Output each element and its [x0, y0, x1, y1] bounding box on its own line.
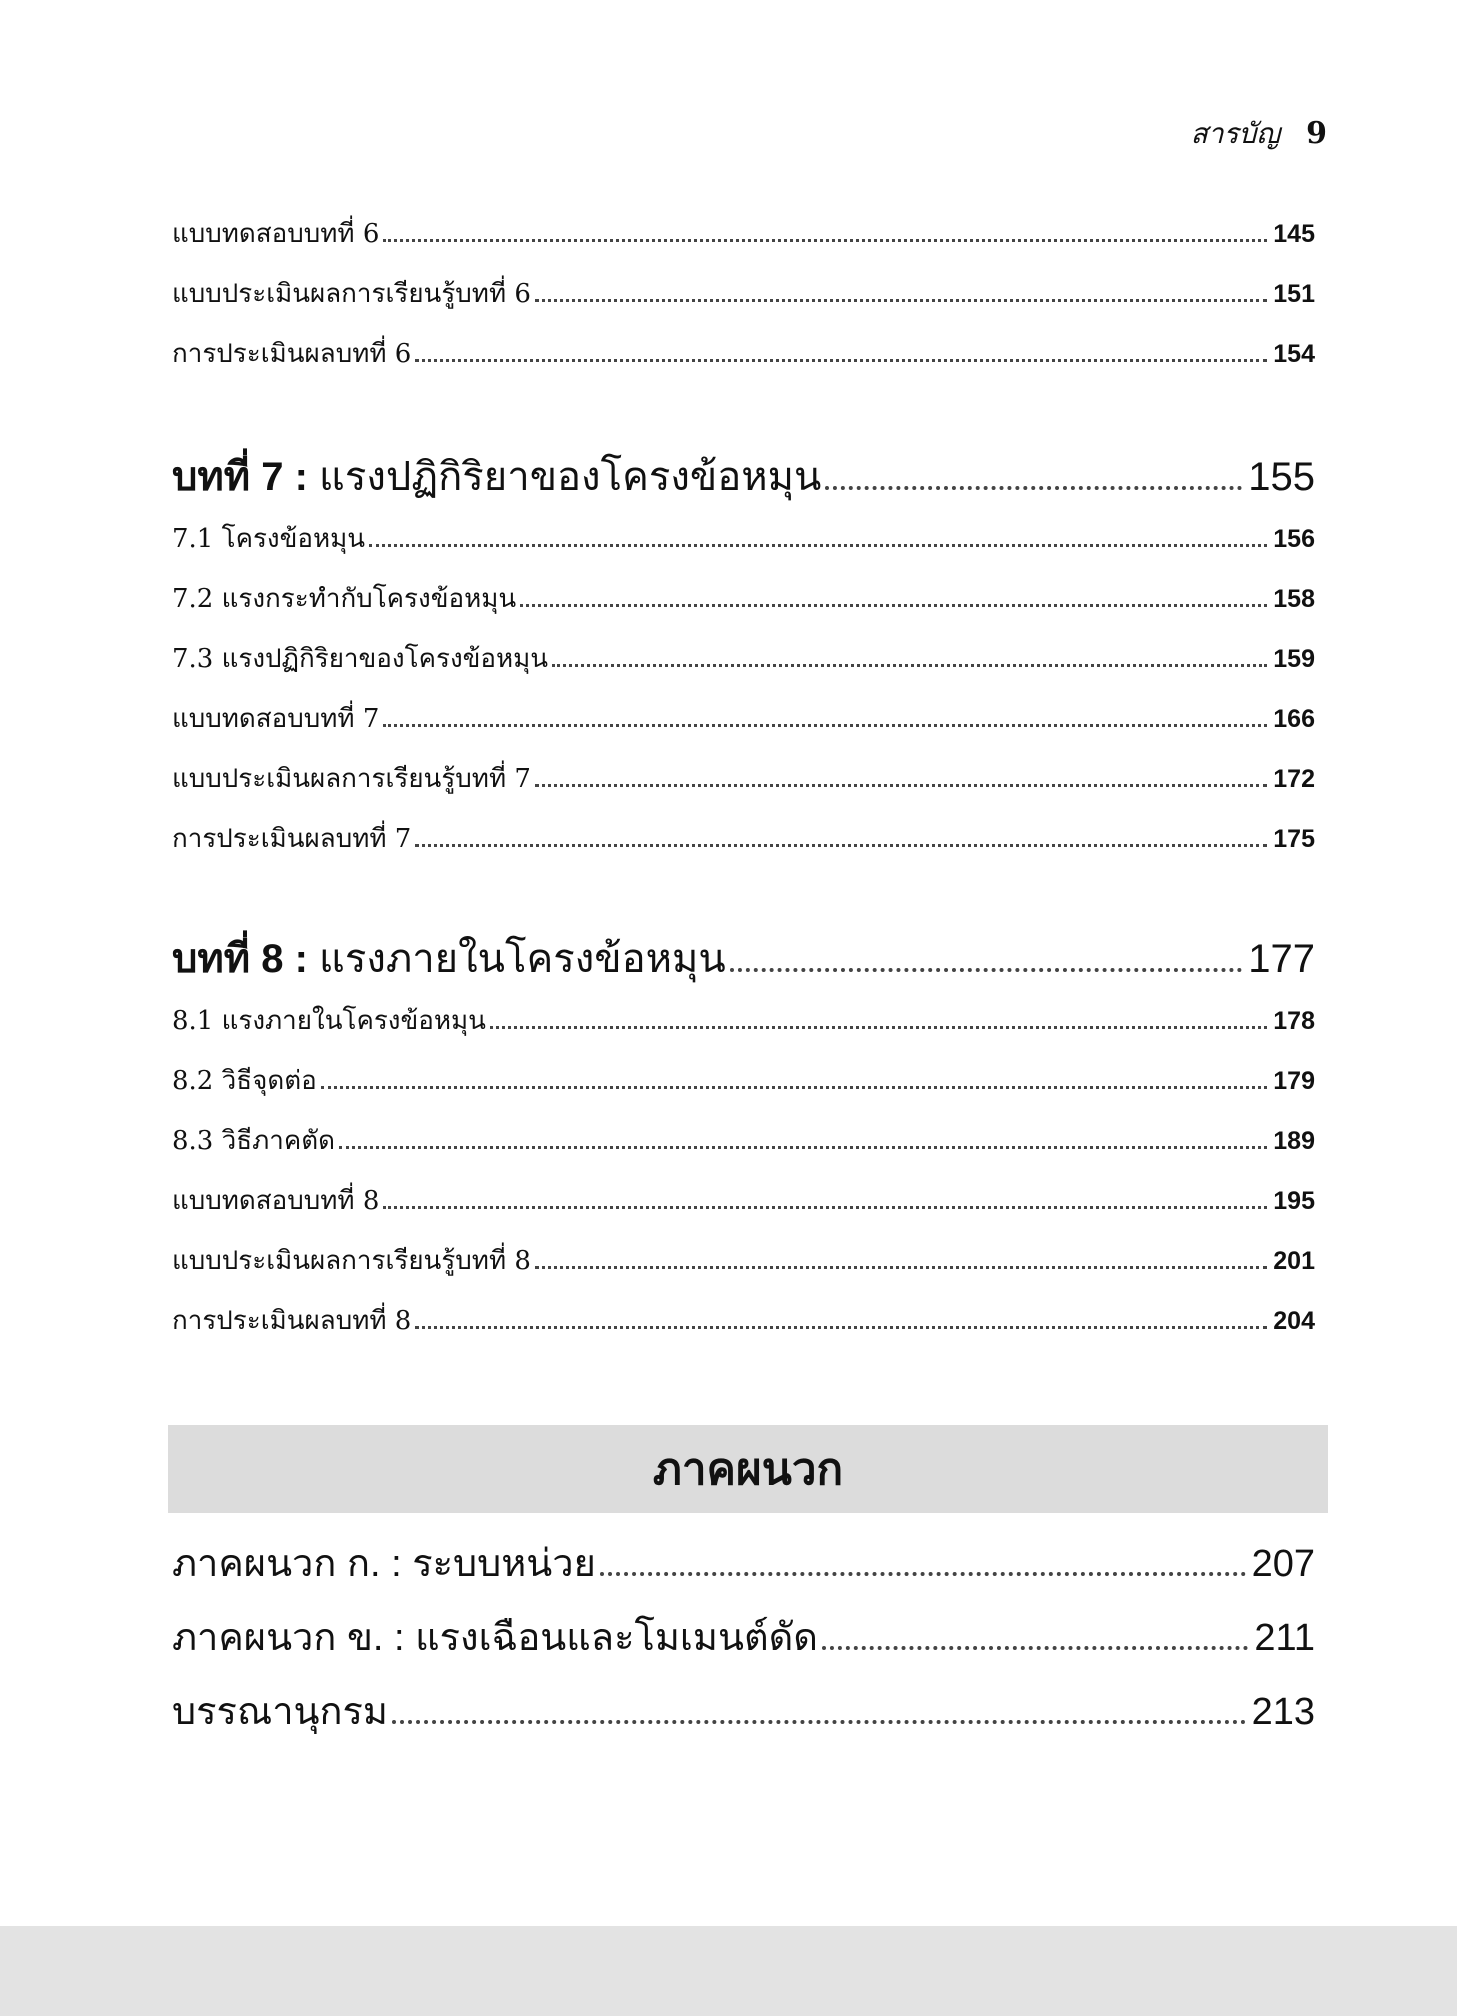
chapter-heading[interactable]	[172, 444, 1315, 520]
chapter-prefix: บทที่ 8 :	[172, 937, 308, 981]
toc-entry-label: แบบทดสอบบทที่ 6	[172, 219, 380, 249]
appendix-entry[interactable]	[172, 1532, 1315, 1606]
leader-dots	[730, 968, 1243, 972]
toc-entry[interactable]	[172, 698, 1315, 758]
toc-chapter-7	[172, 444, 1315, 520]
toc-entry[interactable]	[172, 1180, 1315, 1240]
toc-entry-label: การประเมินผลบทที่ 7	[172, 824, 412, 854]
chapter-page: 177	[1248, 937, 1315, 981]
toc-group-chapter6-tail	[172, 213, 1315, 393]
leader-dots	[415, 844, 1267, 847]
leader-dots	[535, 784, 1267, 787]
toc-entry-page: 151	[1273, 280, 1315, 308]
toc-entry-page: 145	[1273, 220, 1315, 248]
toc-entry-page: 195	[1273, 1187, 1315, 1215]
toc-entry-page: 178	[1273, 1007, 1315, 1035]
bibliography-entry[interactable]	[172, 1680, 1315, 1754]
toc-entry[interactable]	[172, 1120, 1315, 1180]
appendix-entry[interactable]	[172, 1606, 1315, 1680]
toc-entry-page: 156	[1273, 525, 1315, 553]
header-title: สารบัญ	[1190, 117, 1281, 150]
leader-dots	[383, 1206, 1267, 1209]
toc-entry-label: 8.1 แรงภายในโครงข้อหมุน	[172, 1006, 486, 1036]
toc-entry-label: 8.2 วิธีจุดต่อ	[172, 1066, 317, 1096]
toc-entry-page: 204	[1273, 1307, 1315, 1335]
toc-entry-page: 166	[1273, 705, 1315, 733]
chapter-heading[interactable]	[172, 926, 1315, 1002]
bibliography-page: 213	[1251, 1691, 1315, 1733]
toc-entry-label: การประเมินผลบทที่ 6	[172, 339, 412, 369]
appendix-entry-label: ภาคผนวก ก. : ระบบหน่วย	[172, 1543, 596, 1585]
toc-entry-label: แบบประเมินผลการเรียนรู้บทที่ 6	[172, 279, 531, 309]
appendix-banner: ภาคผนวก	[168, 1425, 1328, 1513]
toc-entry-page: 159	[1273, 645, 1315, 673]
page-header	[1191, 112, 1327, 156]
toc-entry-page: 158	[1273, 585, 1315, 613]
toc-entry[interactable]	[172, 1240, 1315, 1300]
toc-entry-label: 7.2 แรงกระทำกับโครงข้อหมุน	[172, 584, 517, 614]
footer-band	[0, 1926, 1457, 2016]
chapter-title: แรงปฏิกิริยาของโครงข้อหมุน	[319, 455, 822, 499]
leader-dots	[535, 299, 1267, 302]
toc-entry-page: 189	[1273, 1127, 1315, 1155]
toc-entry-label: 7.1 โครงข้อหมุน	[172, 524, 366, 554]
toc-entry[interactable]	[172, 818, 1315, 878]
leader-dots	[415, 359, 1267, 362]
leader-dots	[822, 1646, 1248, 1650]
toc-entry[interactable]	[172, 758, 1315, 818]
toc-entry-page: 154	[1273, 340, 1315, 368]
appendix-entry-page: 207	[1251, 1543, 1315, 1585]
toc-entry-label: การประเมินผลบทที่ 8	[172, 1306, 412, 1336]
toc-entry-page: 179	[1273, 1067, 1315, 1095]
toc-entry[interactable]	[172, 213, 1315, 273]
toc-entry-label: แบบทดสอบบทที่ 7	[172, 704, 380, 734]
chapter-title: แรงภายในโครงข้อหมุน	[319, 937, 726, 981]
toc-entry[interactable]	[172, 578, 1315, 638]
leader-dots	[369, 544, 1267, 547]
toc-entry-page: 201	[1273, 1247, 1315, 1275]
leader-dots	[490, 1026, 1267, 1029]
chapter-prefix: บทที่ 7 :	[172, 455, 308, 499]
leader-dots	[321, 1086, 1268, 1089]
toc-entry-label: แบบประเมินผลการเรียนรู้บทที่ 8	[172, 1246, 531, 1276]
leader-dots	[552, 664, 1267, 667]
toc-group-appendix	[172, 1532, 1315, 1754]
leader-dots	[535, 1266, 1267, 1269]
toc-entry[interactable]	[172, 333, 1315, 393]
leader-dots	[383, 724, 1267, 727]
toc-entry-label: แบบประเมินผลการเรียนรู้บทที่ 7	[172, 764, 531, 794]
leader-dots	[383, 239, 1267, 242]
leader-dots	[825, 486, 1242, 490]
toc-entry[interactable]	[172, 638, 1315, 698]
toc-entry-page: 172	[1273, 765, 1315, 793]
chapter-page: 155	[1248, 455, 1315, 499]
leader-dots	[520, 604, 1267, 607]
toc-entry-label: แบบทดสอบบทที่ 8	[172, 1186, 380, 1216]
leader-dots	[339, 1146, 1267, 1149]
toc-entry[interactable]	[172, 1060, 1315, 1120]
toc-entry-label: 8.3 วิธีภาคตัด	[172, 1126, 335, 1156]
leader-dots	[392, 1720, 1246, 1724]
bibliography-label: บรรณานุกรม	[172, 1691, 388, 1733]
toc-entry-label: 7.3 แรงปฏิกิริยาของโครงข้อหมุน	[172, 644, 549, 674]
leader-dots	[600, 1572, 1246, 1576]
toc-group-chapter8	[172, 1000, 1315, 1360]
appendix-entry-label: ภาคผนวก ข. : แรงเฉือนและโมเมนต์ดัด	[172, 1617, 818, 1659]
toc-entry[interactable]	[172, 273, 1315, 333]
header-page-number: 9	[1306, 116, 1327, 151]
toc-chapter-8	[172, 926, 1315, 1002]
toc-entry[interactable]	[172, 1300, 1315, 1360]
toc-group-chapter7	[172, 518, 1315, 878]
toc-entry[interactable]	[172, 518, 1315, 578]
toc-entry-page: 175	[1273, 825, 1315, 853]
leader-dots	[415, 1326, 1267, 1329]
appendix-entry-page: 211	[1254, 1617, 1315, 1659]
toc-entry[interactable]	[172, 1000, 1315, 1060]
